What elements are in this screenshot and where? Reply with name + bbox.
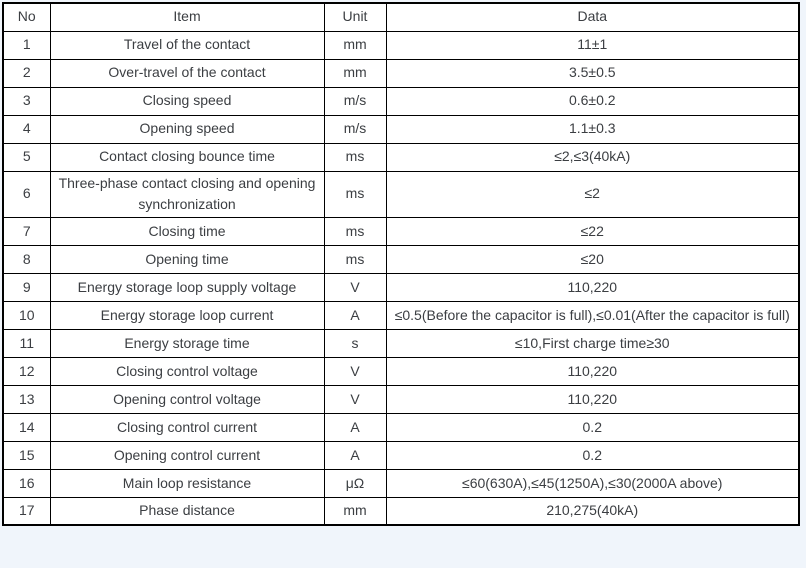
cell-unit: V <box>324 357 386 385</box>
column-header-data: Data <box>386 3 799 31</box>
cell-data: ≤60(630A),≤45(1250A),≤30(2000A above) <box>386 469 799 497</box>
cell-item: Closing time <box>50 217 324 245</box>
column-header-no: No <box>3 3 50 31</box>
cell-no: 6 <box>3 171 50 217</box>
header-row <box>3 3 799 31</box>
cell-no: 12 <box>3 357 50 385</box>
cell-data: 110,220 <box>386 385 799 413</box>
cell-data: ≤22 <box>386 217 799 245</box>
cell-unit: m/s <box>324 115 386 143</box>
table-body <box>3 31 799 525</box>
cell-data: ≤2,≤3(40kA) <box>386 143 799 171</box>
cell-unit: mm <box>324 31 386 59</box>
cell-item: Contact closing bounce time <box>50 143 324 171</box>
cell-item: Energy storage loop supply voltage <box>50 273 324 301</box>
cell-item: Opening control voltage <box>50 385 324 413</box>
cell-no: 13 <box>3 385 50 413</box>
cell-no: 14 <box>3 413 50 441</box>
cell-no: 7 <box>3 217 50 245</box>
cell-data: 1.1±0.3 <box>386 115 799 143</box>
table-row <box>3 469 799 497</box>
cell-unit: mm <box>324 59 386 87</box>
cell-item: Travel of the contact <box>50 31 324 59</box>
table-row <box>3 115 799 143</box>
cell-unit: m/s <box>324 87 386 115</box>
table-row <box>3 143 799 171</box>
cell-item: Energy storage loop current <box>50 301 324 329</box>
table-row <box>3 59 799 87</box>
cell-item: Closing speed <box>50 87 324 115</box>
cell-unit: ms <box>324 245 386 273</box>
cell-no: 8 <box>3 245 50 273</box>
cell-data: 0.2 <box>386 413 799 441</box>
column-header-item: Item <box>50 3 324 31</box>
cell-no: 4 <box>3 115 50 143</box>
table-row <box>3 31 799 59</box>
cell-data: ≤0.5(Before the capacitor is full),≤0.01(After the capacitor is full) <box>386 301 799 329</box>
cell-unit: μΩ <box>324 469 386 497</box>
cell-unit: A <box>324 301 386 329</box>
cell-no: 5 <box>3 143 50 171</box>
table-row <box>3 413 799 441</box>
cell-data: 210,275(40kA) <box>386 497 799 525</box>
cell-no: 17 <box>3 497 50 525</box>
cell-item: Over-travel of the contact <box>50 59 324 87</box>
cell-item: Three-phase contact closing and opening synchronization <box>50 171 324 217</box>
cell-item: Main loop resistance <box>50 469 324 497</box>
cell-item: Closing control current <box>50 413 324 441</box>
cell-unit: ms <box>324 143 386 171</box>
cell-data: 110,220 <box>386 273 799 301</box>
cell-no: 16 <box>3 469 50 497</box>
cell-unit: V <box>324 385 386 413</box>
table-row <box>3 171 799 217</box>
cell-data: 0.2 <box>386 441 799 469</box>
cell-data: ≤10,First charge time≥30 <box>386 329 799 357</box>
table-row <box>3 497 799 525</box>
cell-no: 2 <box>3 59 50 87</box>
cell-no: 15 <box>3 441 50 469</box>
cell-item: Phase distance <box>50 497 324 525</box>
cell-data: 11±1 <box>386 31 799 59</box>
cell-data: 3.5±0.5 <box>386 59 799 87</box>
table-row <box>3 273 799 301</box>
cell-item: Closing control voltage <box>50 357 324 385</box>
cell-unit: mm <box>324 497 386 525</box>
cell-no: 11 <box>3 329 50 357</box>
cell-unit: A <box>324 413 386 441</box>
column-header-unit: Unit <box>324 3 386 31</box>
cell-item: Opening control current <box>50 441 324 469</box>
table-row <box>3 87 799 115</box>
cell-unit: s <box>324 329 386 357</box>
cell-no: 9 <box>3 273 50 301</box>
cell-unit: ms <box>324 171 386 217</box>
table-row <box>3 357 799 385</box>
table-row <box>3 245 799 273</box>
spec-table <box>2 2 800 526</box>
table-row <box>3 329 799 357</box>
cell-data: ≤20 <box>386 245 799 273</box>
cell-no: 10 <box>3 301 50 329</box>
cell-item: Opening speed <box>50 115 324 143</box>
cell-item: Opening time <box>50 245 324 273</box>
cell-data: 0.6±0.2 <box>386 87 799 115</box>
table-row <box>3 441 799 469</box>
cell-unit: V <box>324 273 386 301</box>
table-row <box>3 301 799 329</box>
cell-data: 110,220 <box>386 357 799 385</box>
cell-no: 3 <box>3 87 50 115</box>
cell-item: Energy storage time <box>50 329 324 357</box>
table-row <box>3 217 799 245</box>
cell-data: ≤2 <box>386 171 799 217</box>
cell-unit: A <box>324 441 386 469</box>
cell-no: 1 <box>3 31 50 59</box>
table-row <box>3 385 799 413</box>
cell-unit: ms <box>324 217 386 245</box>
